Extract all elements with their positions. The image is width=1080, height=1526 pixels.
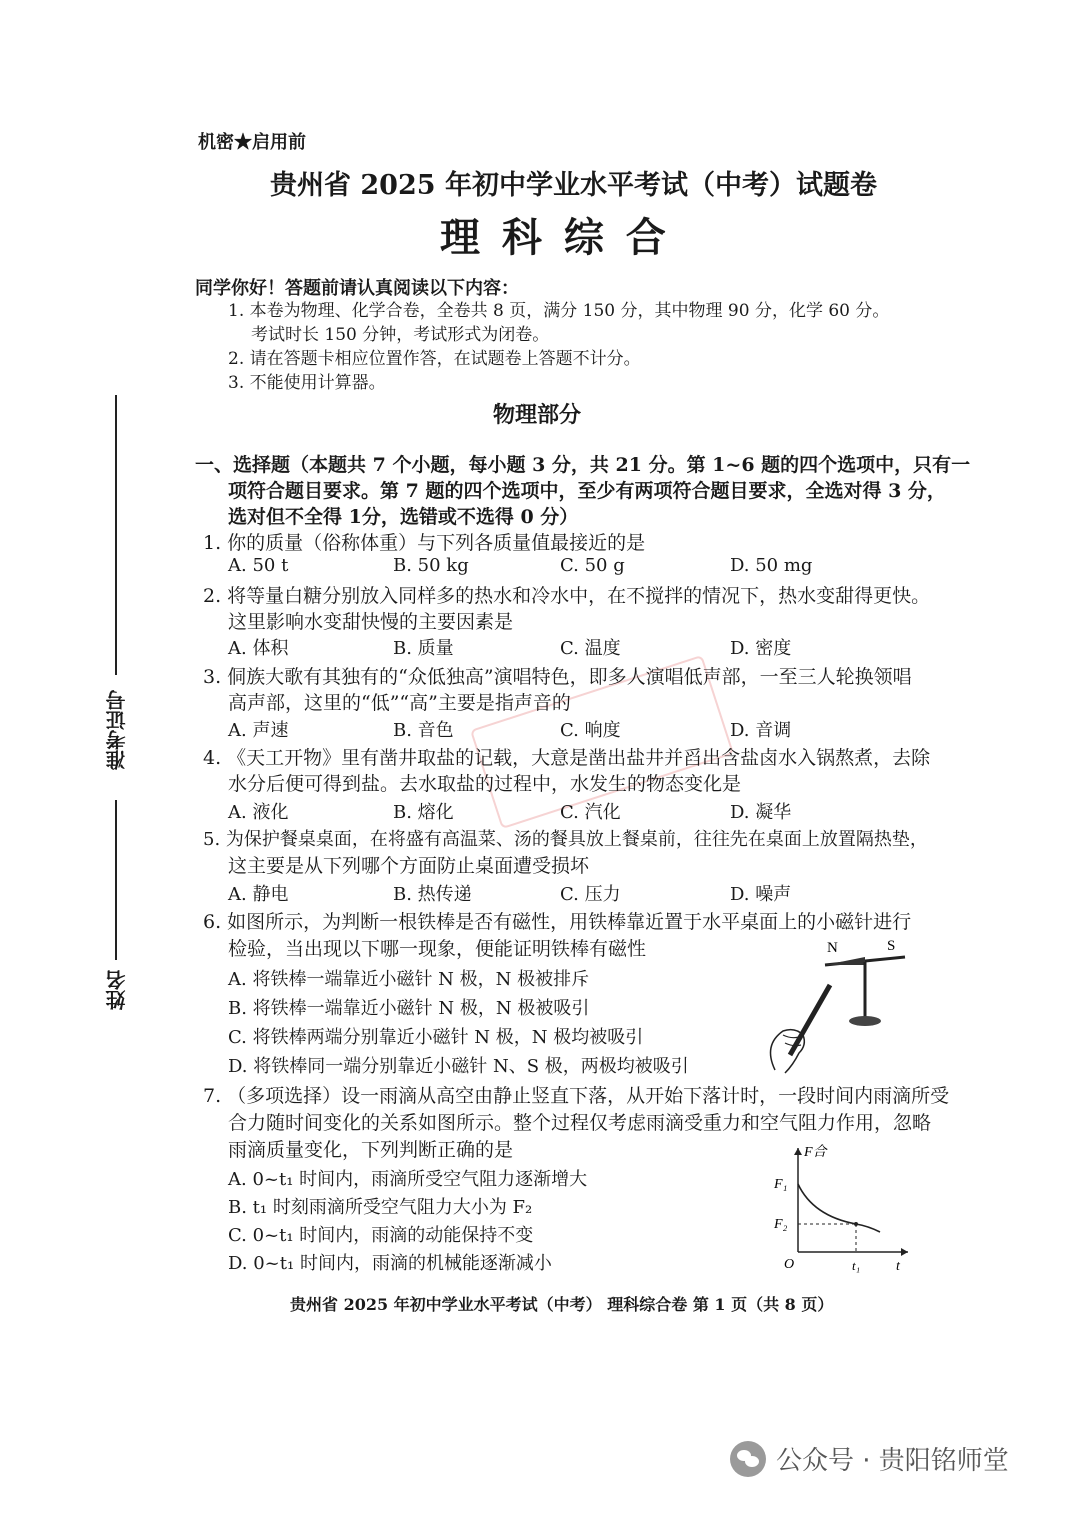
t-axis-arrow	[901, 1248, 908, 1256]
part-heading-line: 项符合题目要求。第 7 题的四个选项中，至少有两项符合题目要求，全选对得 3 分，	[228, 480, 946, 502]
q1-option-c: C. 50 g	[560, 555, 625, 576]
q4-option-c: C. 汽化	[560, 802, 621, 823]
part-heading-line: 选对但不全得 1分，选错或不选得 0 分）	[228, 506, 579, 528]
graph-t-label: t	[896, 1259, 900, 1274]
q3-option-c: C. 响度	[560, 720, 621, 741]
q1-option-a: A. 50 t	[228, 555, 289, 576]
needle-s-label: S	[887, 938, 896, 954]
q5-option-d: D. 噪声	[730, 884, 792, 905]
instruction-line: 考试时长 150 分钟，考试形式为闭卷。	[251, 325, 550, 345]
question-3-cont: 高声部，这里的“低”“高”主要是指声音的	[228, 692, 571, 714]
q5-option-c: C. 压力	[560, 884, 621, 905]
question-7-cont: 合力随时间变化的关系如图所示。整个过程仅考虑雨滴受重力和空气阻力作用，忽略	[228, 1112, 932, 1134]
section-title: 物理部分	[493, 402, 582, 428]
q3-option-a: A. 声速	[228, 720, 289, 741]
graph-y-label: F合	[804, 1145, 827, 1160]
part-heading-line: 一、选择题（本题共 7 个小题，每小题 3 分，共 21 分。第 1~6 题的四个选项中，只有一	[195, 454, 971, 476]
q7-option-a: A. 0~t₁ 时间内，雨滴所受空气阻力逐渐增大	[228, 1169, 588, 1190]
name-label: 姓名	[105, 970, 129, 1010]
q1-option-d: D. 50 mg	[730, 555, 813, 576]
question-6: 6. 如图所示，为判断一根铁棒是否有磁性，用铁棒靠近置于水平桌面上的小磁针进行	[203, 911, 912, 933]
question-4: 4. 《天工开物》里有凿井取盐的记载，大意是凿出盐井并舀出含盐卤水入锅熬煮，去除	[203, 747, 931, 769]
q6-option-a: A. 将铁棒一端靠近小磁针 N 极，N 极被排斥	[228, 969, 590, 990]
q6-option-c: C. 将铁棒两端分别靠近小磁针 N 极，N 极均被吸引	[228, 1027, 644, 1048]
question-6-cont: 检验，当出现以下哪一现象，便能证明铁棒有磁性	[228, 938, 647, 960]
q4-option-b: B. 熔化	[393, 802, 454, 823]
question-2: 2. 将等量白糖分别放入同样多的热水和冷水中，在不搅拌的情况下，热水变甜得更快。	[203, 585, 931, 607]
subject-title: 理 科 综 合	[440, 214, 670, 261]
q4-option-d: D. 凝华	[730, 802, 792, 823]
question-5: 5. 为保护餐桌桌面，在将盛有高温菜、汤的餐具放上餐桌前，往往先在桌面上放置隔热垫，	[203, 829, 928, 850]
instruction-line: 1. 本卷为物理、化学合卷，全卷共 8 页，满分 150 分，其中物理 90 分，化学 60 分。	[228, 301, 890, 321]
needle-base	[849, 1016, 881, 1026]
wechat-icon	[730, 1441, 766, 1477]
watermark-text: 公众号 · 贵阳铭师堂	[776, 1446, 1009, 1476]
f-axis-arrow	[794, 1148, 802, 1155]
magnet-figure	[755, 935, 920, 1075]
graph-t1-label: t₁	[852, 1258, 861, 1273]
graph-f1-label: F₁	[774, 1177, 788, 1192]
q2-option-b: B. 质量	[393, 638, 454, 659]
t1-point	[854, 1222, 858, 1226]
binding-line	[115, 395, 117, 675]
exam-id-label: 准考证号	[105, 690, 129, 770]
page-footer: 贵州省 2025 年初中学业水平考试（中考） 理科综合卷 第 1 页（共 8 页）	[290, 1295, 834, 1314]
needle-n-label: N	[827, 940, 838, 956]
question-1: 1. 你的质量（俗称体重）与下列各质量值最接近的是	[203, 532, 646, 554]
q2-option-c: C. 温度	[560, 638, 621, 659]
exam-title: 贵州省 2025 年初中学业水平考试（中考）试题卷	[270, 170, 877, 201]
q7-option-d: D. 0~t₁ 时间内，雨滴的机械能逐渐减小	[228, 1253, 552, 1274]
q5-option-b: B. 热传递	[393, 884, 472, 905]
question-2-cont: 这里影响水变甜快慢的主要因素是	[228, 611, 514, 633]
secret-label: 机密★启用前	[198, 132, 306, 153]
iron-rod	[790, 985, 830, 1055]
instructions-intro: 同学你好！答题前请认真阅读以下内容：	[195, 278, 519, 299]
q6-option-b: B. 将铁棒一端靠近小磁针 N 极，N 极被吸引	[228, 998, 590, 1019]
instruction-line: 2. 请在答题卡相应位置作答，在试题卷上答题不计分。	[228, 349, 641, 369]
instruction-line: 3. 不能使用计算器。	[228, 373, 386, 393]
q1-option-b: B. 50 kg	[393, 555, 469, 576]
q7-option-c: C. 0~t₁ 时间内，雨滴的动能保持不变	[228, 1225, 534, 1246]
force-time-graph	[768, 1140, 918, 1275]
wechat-watermark	[730, 1440, 1009, 1477]
question-5-cont: 这主要是从下列哪个方面防止桌面遭受损坏	[228, 855, 590, 877]
graph-f2-label: F₂	[774, 1217, 788, 1232]
q7-option-b: B. t₁ 时刻雨滴所受空气阻力大小为 F₂	[228, 1197, 533, 1218]
q6-option-d: D. 将铁棒同一端分别靠近小磁针 N、S 极，两极均被吸引	[228, 1056, 689, 1077]
question-3: 3. 侗族大歌有其独有的“众低独高”演唱特色，即多人演唱低声部，一至三人轮换领唱	[203, 666, 912, 688]
q2-option-d: D. 密度	[730, 638, 792, 659]
q3-option-d: D. 音调	[730, 720, 792, 741]
q5-option-a: A. 静电	[228, 884, 289, 905]
binding-line	[115, 800, 117, 960]
question-7: 7. （多项选择）设一雨滴从高空由静止竖直下落，从开始下落计时，一段时间内雨滴所受	[203, 1085, 950, 1107]
question-7-cont: 雨滴质量变化，下列判断正确的是	[228, 1139, 514, 1161]
force-curve	[798, 1184, 880, 1232]
q4-option-a: A. 液化	[228, 802, 289, 823]
q3-option-b: B. 音色	[393, 720, 454, 741]
question-4-cont: 水分后便可得到盐。去水取盐的过程中，水发生的物态变化是	[228, 773, 742, 795]
graph-origin-label: O	[784, 1257, 795, 1272]
q2-option-a: A. 体积	[228, 638, 289, 659]
